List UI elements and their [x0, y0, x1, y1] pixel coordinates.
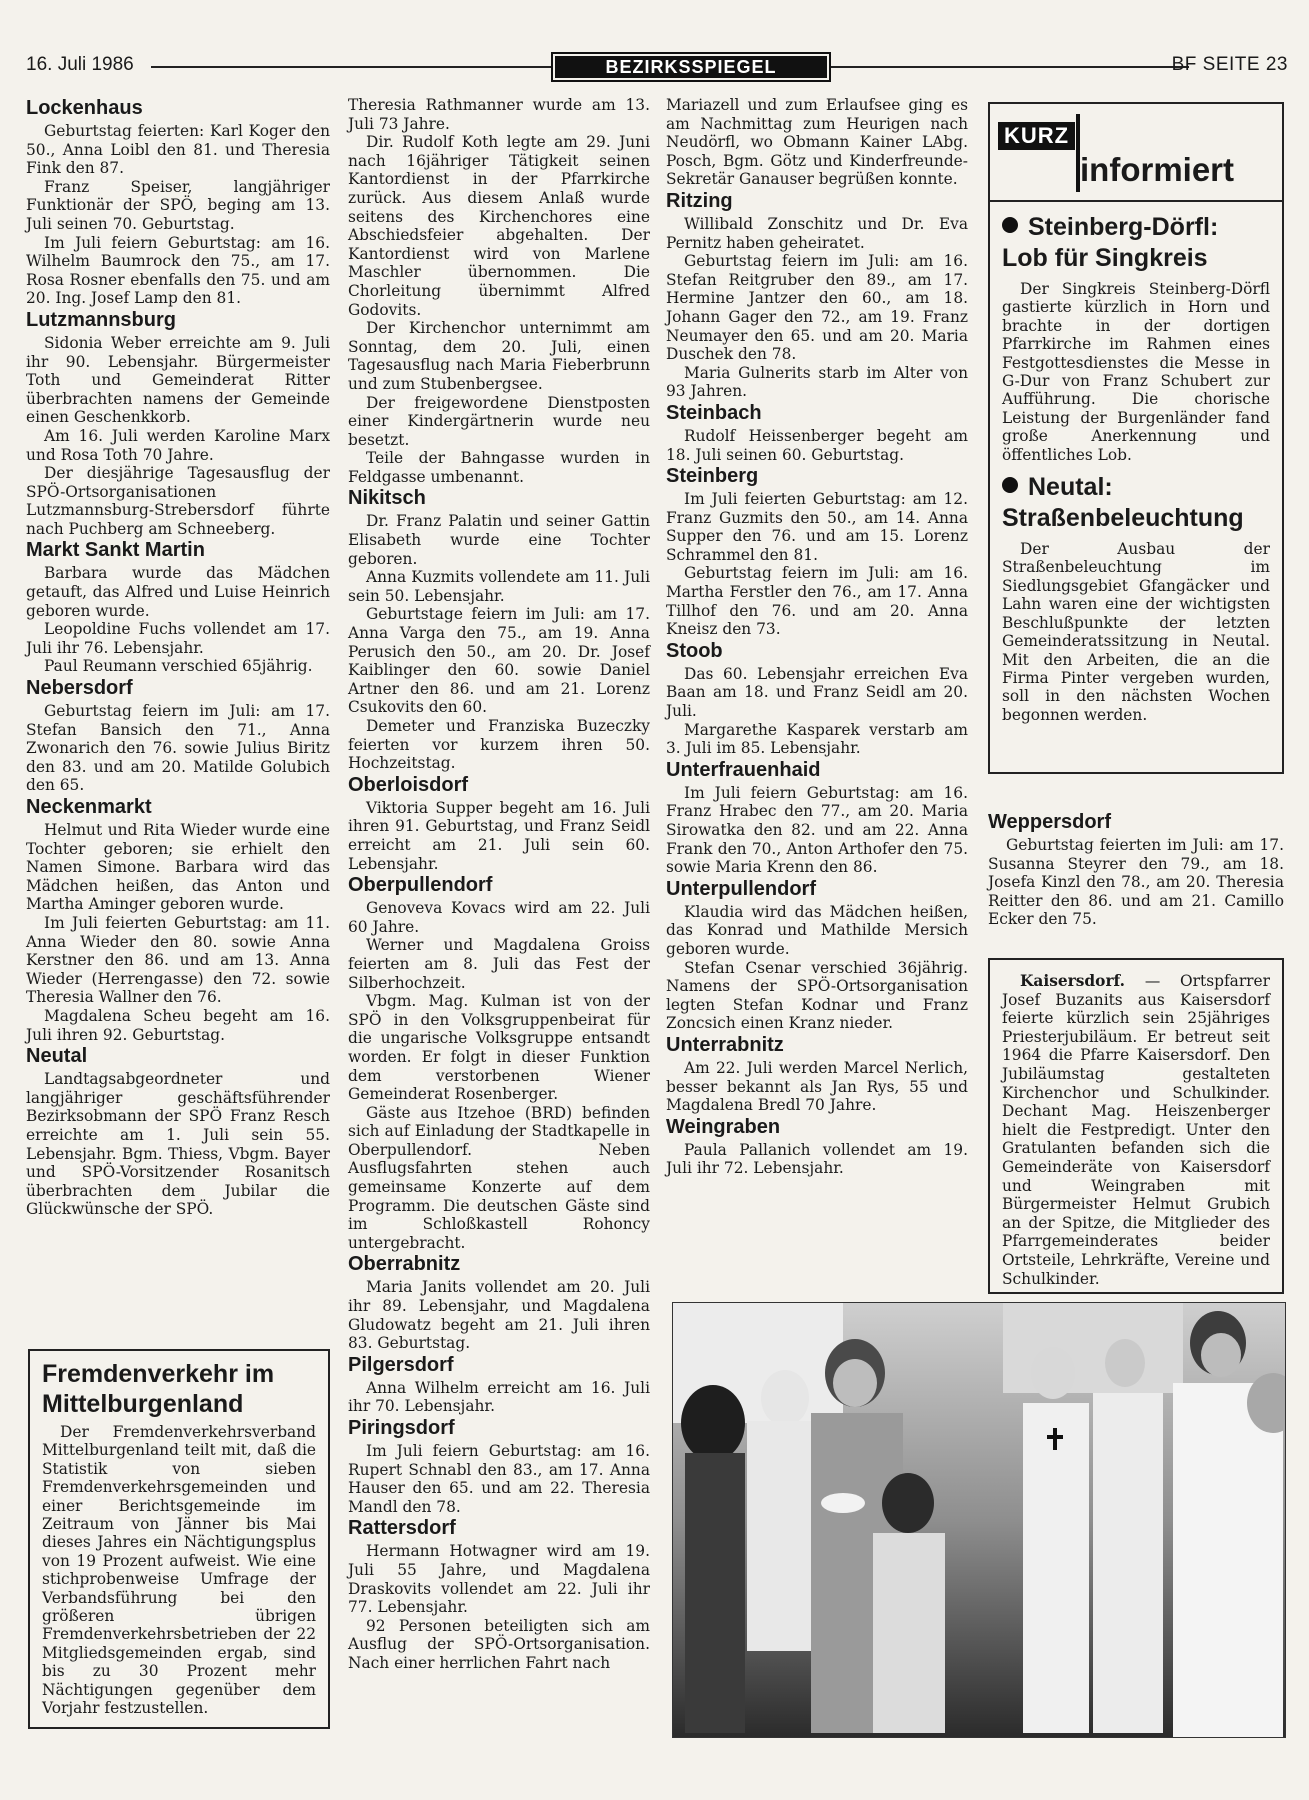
- article-heading: Weingraben: [666, 1115, 781, 1138]
- article-paragraph: Im Juli feiern Geburtstag: am 16. Rupert Schnabl den 83., am 17. Anna Hauser den 65. und am 22. Theresia Mandl den 78.: [348, 1442, 650, 1516]
- column-1: [26, 96, 330, 1219]
- article-heading: Neutal: [26, 1045, 88, 1068]
- article-paragraph: Sidonia Weber erreichte am 9. Juli ihr 90. Lebensjahr. Bürgermeister Toth und Gemeinderat Ritter überbrachten namens der Gemeinde einen Geschenkkorb.: [26, 333, 330, 427]
- article-body: [26, 821, 330, 1044]
- kaisersdorf-box: [988, 958, 1284, 1294]
- article: [666, 189, 968, 401]
- kurz-item-body: [1002, 540, 1270, 724]
- article-paragraph: Der Fremdenverkehrsverband Mittelburgenland teilt mit, daß die Statistik von sieben Fremdenverkehrsgemeinden und einer Berichtsgemeinde im Zeitraum von Jänner bis Mai dieses Jahres ein Nächtigungsplus von 19 Prozent aufweist. Wie eine stichprobenweise Umfrage der Verbandsführung bei den größeren übrigen Fremdenverkehrsbetrieben der 22 Mitgliedsgemeinden ergab, sind bis zu 30 Prozent mehr Nächtigungen gegenüber dem Vorjahr festzustellen.: [42, 1423, 316, 1718]
- article-heading: Weppersdorf: [988, 811, 1111, 833]
- kurz-informiert-box: [988, 102, 1284, 774]
- article-heading: Nikitsch: [348, 487, 426, 510]
- article-paragraph: Rudolf Heissenberger begeht am 18. Juli seinen 60. Geburtstag.: [666, 426, 968, 464]
- article-paragraph: Maria Gulnerits starb im Alter von 93 Jahren.: [666, 363, 968, 401]
- article-heading: Unterfrauenhaid: [666, 758, 821, 781]
- page-header: [26, 52, 1288, 82]
- kurz-item: [1002, 212, 1270, 464]
- article: [348, 1252, 650, 1352]
- article-paragraph: Klaudia wird das Mädchen heißen, das Konrad und Mathilde Mersich geboren wurde.: [666, 902, 968, 958]
- article: [348, 873, 650, 1252]
- article: [26, 795, 330, 1044]
- kurz-item-title: Steinberg-Dörfl: Lob für Singkreis: [1002, 213, 1219, 272]
- article-body: [666, 215, 968, 401]
- article-paragraph: Paul Reumann verschied 65jährig.: [44, 657, 313, 676]
- article-heading: Rattersdorf: [348, 1517, 456, 1540]
- article: [26, 96, 330, 308]
- article-heading: Ritzing: [666, 189, 733, 212]
- article-heading: Oberrabnitz: [348, 1253, 461, 1276]
- article-paragraph: Im Juli feierten Geburtstag: am 11. Anna Wieder den 80. sowie Anna Kerstner den 86. und am 13. Anna Wieder (Herrengasse) den 72. sowie Theresia Wallner den 76.: [26, 913, 330, 1007]
- article: [348, 773, 650, 873]
- article-paragraph: Teile der Bahngasse wurden in Feldgasse umbenannt.: [348, 449, 650, 486]
- article-paragraph: Leopoldine Fuchs vollendet am 17. Juli ihr 76. Lebensjahr.: [26, 620, 330, 657]
- article-body: [348, 512, 650, 772]
- article-paragraph: Vbgm. Mag. Kulman ist von der SPÖ in den Volksgruppenbeirat für die ungarische Volksgruppe entsandt worden. Er folgt in dieser Funktion dem verstorbenen Wiener Gemeinderat Rosenberger.: [348, 992, 650, 1104]
- article-paragraph: Anna Wilhelm erreicht am 16. Juli ihr 70. Lebensjahr.: [348, 1378, 650, 1416]
- article-paragraph: Demeter und Franziska Buzeczky feierten vor kurzem ihren 50. Hochzeitstag.: [348, 717, 650, 773]
- header-rule-right: [831, 66, 1189, 68]
- article-paragraph: Willibald Zonschitz und Dr. Eva Pernitz haben geheiratet.: [666, 214, 968, 252]
- article-paragraph: Am 16. Juli werden Karoline Marx und Rosa Toth 70 Jahre.: [26, 426, 330, 464]
- bullet-icon: [1002, 477, 1018, 493]
- kurz-item-title: Neutal: Straßenbeleuchtung: [1002, 473, 1244, 533]
- article-body: [666, 1141, 968, 1178]
- article: [666, 464, 968, 639]
- article-body: [26, 122, 330, 308]
- kurz-item-body: [1002, 280, 1270, 464]
- kurz-item-heading: [1002, 212, 1270, 274]
- fremdenverkehr-box: [28, 1349, 330, 1729]
- article-body: [666, 903, 968, 1033]
- article-paragraph: Franz Speiser, langjähriger Funktionär der SPÖ, beging am 13. Juli seinen 70. Geburtstag.: [26, 177, 330, 233]
- section-label: [551, 52, 831, 82]
- article-paragraph: Der Ausbau der Straßenbeleuchtung im Siedlungsgebiet Gfangäcker und Lahn waren eine der wichtigsten Beschlußpunkte der letzten Gemeinderatssitzung in Neutal. Mit den Arbeiten, die an die Firma Pinter vergeben wurden, soll in den nächsten Wochen begonnen werden.: [1002, 540, 1270, 724]
- article: [348, 1353, 650, 1416]
- article-body: [26, 1070, 330, 1219]
- column-2: [348, 96, 650, 1673]
- article-heading: Oberpullendorf: [348, 874, 493, 897]
- article-body: [26, 564, 330, 676]
- article-paragraph: Dr. Franz Palatin und seiner Gattin Elisabeth wurde eine Tochter geboren.: [348, 512, 650, 568]
- article-body: [348, 899, 650, 1252]
- kurz-item-heading: [1002, 472, 1270, 534]
- kaisersdorf-lead: — Ortspfarrer Josef Buzanits aus Kaisersdorf feierte kürzlich sein 25jähriges Priesterjubiläum. Er betreut seit 1964 die Pfarre Kaisersdorf. Den Jubiläumstag gestalteten Kirchenchor und Schulkinder. Dechant Mag. Heiszenberger hielt die Festpredigt. Unter den Gratulanten befanden sich die Gemeinderäte von Kaisersdorf und Weingraben mit Bürgermeister Helmut Grubich an der Spitze, die Mitglieder des Pfarrgemeinderates beider Ortsteile, Lehrkräfte, Vereine und Schulkinder.: [1002, 972, 1270, 1288]
- article-heading: Stoob: [666, 639, 723, 662]
- article: [348, 486, 650, 772]
- article-body: [348, 799, 650, 873]
- article-heading: Markt Sankt Martin: [26, 539, 205, 562]
- article-body: [348, 1379, 650, 1416]
- article-paragraph: Helmut und Rita Wieder wurde eine Tochter geboren; sie erhielt den Namen Simone. Barbara wird das Mädchen heißen, das Anton und Martha Aminger geboren wurde.: [26, 821, 330, 914]
- article-body: [26, 702, 330, 795]
- kurz-item: [1002, 472, 1270, 724]
- article-heading: Pilgersdorf: [348, 1353, 454, 1376]
- article-heading: Piringsdorf: [348, 1417, 455, 1439]
- article-paragraph: Geburtstage feiern im Juli: am 17. Anna Varga den 75., am 19. Anna Perusich den 50., am 20. Dr. Josef Kaiblinger den 60. sowie Daniel Artner den 86. und am 21. Lorenz Csukovits den 60.: [348, 605, 650, 717]
- article-paragraph: Der freigewordene Dienstposten einer Kindergärtnerin wurde neu besetzt.: [348, 393, 650, 449]
- kurz-tag: KURZ: [998, 122, 1075, 150]
- article-paragraph: Im Juli feiern Geburtstag: am 16. Franz Hrabec den 77., am 20. Maria Sirowatka den 82. und am 22. Anna Frank den 70., Anton Arthofer den 75. sowie Maria Krenn den 86.: [666, 783, 968, 877]
- article: [348, 1516, 650, 1672]
- article-heading: Steinberg: [666, 465, 759, 488]
- article-body: [348, 1442, 650, 1516]
- article: [666, 1033, 968, 1115]
- article-paragraph: Landtagsabgeordneter und langjähriger geschäftsführender Bezirksobmann der SPÖ Franz Resch erreichte am 1. Juli sein 55. Lebensjahr. Bgm. Thiess, Vbgm. Bayer und SPÖ-Vorsitzender Rosanitsch überbrachten dem Jubilar die Glückwünsche der SPÖ.: [26, 1070, 330, 1219]
- article: [666, 1115, 968, 1178]
- kaisersdorf-text: [1002, 972, 1270, 1288]
- article: [26, 538, 330, 676]
- fremdenverkehr-title: Fremdenverkehr im Mittelburgenland: [42, 1360, 275, 1418]
- article-paragraph: Geburtstag feiern im Juli: am 16. Martha Ferstler den 76., am 17. Anna Tillhof den 76. und am 20. Anna Kneisz den 73.: [666, 564, 968, 639]
- article: [666, 401, 968, 464]
- fremdenverkehr-body: [42, 1423, 316, 1718]
- article-heading: Unterpullendorf: [666, 877, 816, 900]
- article: [26, 676, 330, 795]
- article-body: [666, 427, 968, 464]
- article-body: [666, 665, 968, 758]
- article-paragraph: Der diesjährige Tagesausflug der SPÖ-Ortsorganisationen Lutzmannsburg-Strebersdorf führte nach Puchberg am Schneeberg.: [26, 464, 330, 538]
- article-body: [666, 1059, 968, 1115]
- article-paragraph: Hermann Hotwagner wird am 19. Juli 55 Jahre, und Magdalena Draskovits vollendet am 22. Juli ihr 77. Lebensjahr.: [348, 1542, 650, 1617]
- article-paragraph: Stefan Csenar verschied 36jährig. Namens der SPÖ-Ortsorganisation legten Stefan Kodnar und Franz Zoncsich einen Kranz nieder.: [666, 958, 968, 1033]
- column-3: [666, 96, 968, 1178]
- article-paragraph: Viktoria Supper begeht am 16. Juli ihren 91. Geburtstag, und Franz Seidl erreicht am 21. Juli sein 60. Lebensjahr.: [348, 798, 650, 873]
- issue-date: 16. Juli 1986: [26, 54, 134, 75]
- article-paragraph: Am 22. Juli werden Marcel Nerlich, besser bekannt als Jan Rys, 55 und Magdalena Bredl 70 Jahre.: [666, 1058, 968, 1115]
- article-paragraph: Maria Janits vollendet am 20. Juli ihr 89. Lebensjahr, und Magdalena Gludowatz begeht am 21. Juli ihren 83. Geburtstag.: [348, 1278, 650, 1353]
- article-paragraph: 92 Personen beteiligten sich am Ausflug der SPÖ-Ortsorganisation. Nach einer herrlichen Fahrt nach: [348, 1616, 650, 1672]
- article-paragraph: Magdalena Scheu begeht am 16. Juli ihren 92. Geburtstag.: [26, 1006, 330, 1044]
- article-paragraph: Paula Pallanich vollendet am 19. Juli ihr 72. Lebensjahr.: [666, 1140, 968, 1178]
- article-heading: Steinbach: [666, 401, 762, 424]
- article: [26, 1044, 330, 1219]
- article-heading: Neckenmarkt: [26, 796, 152, 818]
- article-paragraph: Mariazell und zum Erlaufsee ging es am Nachmittag zum Heurigen nach Neudörfl, wo Obmann Kainer LAbg. Posch, Bgm. Götz und Kinderfreunde-Sekretär Ganauser begrüßen konnte.: [666, 96, 968, 189]
- article-body: [348, 1542, 650, 1672]
- article-weppersdorf: [988, 810, 1284, 929]
- article-paragraph: Barbara wurde das Mädchen getauft, das Alfred und Luise Heinrich geboren wurde.: [26, 564, 330, 620]
- article-paragraph: Geburtstag feiern im Juli: am 16. Stefan Reitgruber den 89., am 17. Hermine Jantzer den 60., am 18. Johann Gager den 72., am 19. Franz Neumayer den 65. und am 20. Maria Duschek den 78.: [666, 252, 968, 364]
- article-body: [666, 784, 968, 877]
- article: [348, 1416, 650, 1516]
- article-paragraph: Das 60. Lebensjahr erreichen Eva Baan am 18. und Franz Seidl am 20. Juli.: [666, 664, 968, 721]
- article: [26, 308, 330, 539]
- kaisersdorf-place: Kaisersdorf.: [1020, 972, 1125, 990]
- article: [666, 639, 968, 758]
- article: [666, 758, 968, 877]
- page-number: BF SEITE 23: [1171, 54, 1288, 75]
- continued-article: [666, 96, 968, 189]
- header-rule-left: [151, 66, 551, 68]
- article-paragraph: Der Singkreis Steinberg-Dörfl gastierte kürzlich in Horn und brachte in der dortigen Pfarrkirche im Rahmen eines Festgottesdienstes die Messe in G-Dur von Franz Schubert zur Aufführung. Die chorische Leistung der Burgenländer fand große Anerkennung und öffentliches Lob.: [1002, 280, 1270, 464]
- article-paragraph: Margarethe Kasparek verstarb am 3. Juli im 85. Lebensjahr.: [666, 720, 968, 758]
- bullet-icon: [1002, 217, 1018, 233]
- article-paragraph: Dir. Rudolf Koth legte am 29. Juni nach 16jähriger Tätigkeit seinen Kantordienst in der Pfarrkirche zurück. Aus diesem Anlaß wurde seitens des Kirchenchores eine Abschiedsfeier abgehalten. Der Kantordienst wird von Marlene Maschler übernommen. Die Chorleitung übernimmt Alfred Godovits.: [348, 133, 650, 319]
- article-body: [666, 490, 968, 639]
- article-heading: Unterrabnitz: [666, 1033, 784, 1056]
- news-photo: [672, 1302, 1286, 1738]
- article-paragraph: Im Juli feiern Geburtstag: am 16. Wilhelm Baumrock den 75., am 17. Rosa Rosner ebenfalls den 75. und am 20. Ing. Josef Lamp den 81.: [26, 233, 330, 308]
- article-paragraph: Geburtstag feiern im Juli: am 17. Stefan Bansich den 71., Anna Zwonarich den 76. sowie Julius Biritz den 83. und am 20. Matilde Golubich den 65.: [26, 702, 330, 795]
- article-body: [26, 334, 330, 539]
- article-paragraph: Werner und Magdalena Groiss feierten am 8. Juli das Fest der Silberhochzeit.: [348, 936, 650, 992]
- article-paragraph: Genoveva Kovacs wird am 22. Juli 60 Jahre.: [348, 899, 650, 936]
- kurz-informiert-header: [990, 104, 1282, 202]
- kurz-word: informiert: [1080, 151, 1235, 188]
- article-body: [348, 1278, 650, 1352]
- article-paragraph: Geburtstag feierten im Juli: am 17. Susanna Steyrer den 79., am 18. Josefa Kinzl den 78., am 20. Theresia Reitter den 86. und am 21. Camillo Ecker den 75.: [988, 836, 1284, 929]
- article-heading: Lockenhaus: [26, 97, 143, 119]
- article-paragraph: Im Juli feierten Geburtstag: am 12. Franz Guzmits den 50., am 14. Anna Supper den 76. und am 15. Lorenz Schrammel den 81.: [666, 490, 968, 564]
- article-heading: Oberloisdorf: [348, 773, 469, 796]
- article-heading: Nebersdorf: [26, 677, 133, 700]
- article-heading: Lutzmannsburg: [26, 308, 176, 331]
- section-title: BEZIRKSSPIEGEL: [555, 56, 827, 78]
- article: [666, 877, 968, 1033]
- article-paragraph: Der Kirchenchor unternimmt am Sonntag, dem 20. Juli, einen Tagesausflug nach Maria Fieberbrunn und zum Stubenbergsee.: [348, 319, 650, 393]
- article-paragraph: Gäste aus Itzehoe (BRD) befinden sich auf Einladung der Stadtkapelle in Oberpullendorf. Neben Ausflugsfahrten stehen auch gemeinsame Konzerte auf dem Programm. Die deutschen Gäste sind im Schloßkastell Rohoncy untergebracht.: [348, 1103, 650, 1252]
- article-paragraph: Anna Kuzmits vollendete am 11. Juli sein 50. Lebensjahr.: [348, 568, 650, 605]
- article-paragraph: Geburtstag feierten: Karl Koger den 50., Anna Loibl den 81. und Theresia Fink den 87.: [26, 122, 330, 178]
- photo-illustration: [673, 1303, 1286, 1738]
- article-paragraph: Theresia Rathmanner wurde am 13. Juli 73 Jahre.: [348, 96, 650, 133]
- continued-article: [348, 96, 650, 486]
